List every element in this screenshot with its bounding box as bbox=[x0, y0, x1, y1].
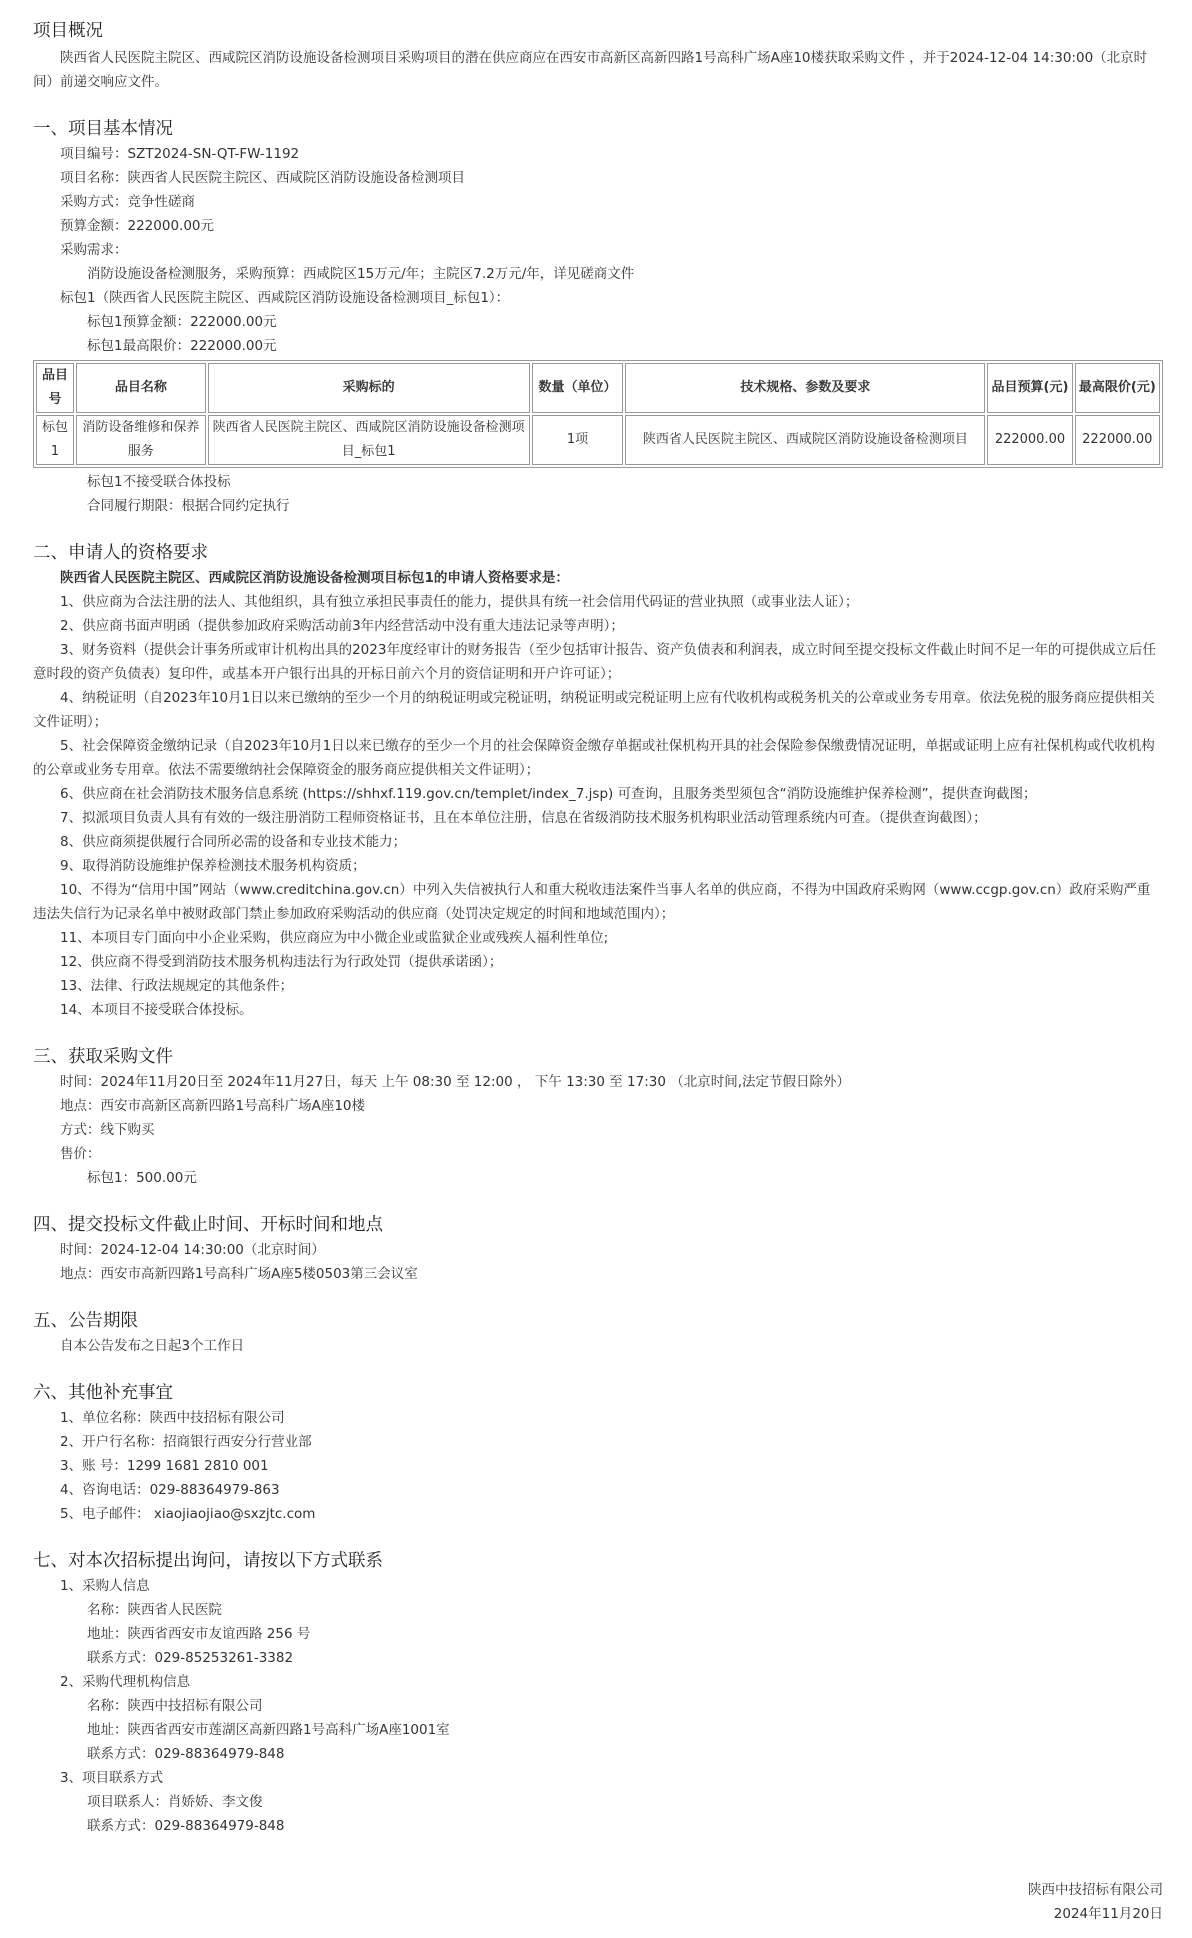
section-contact bbox=[33, 1548, 1163, 1838]
section-title: 四、提交投标文件截止时间、开标时间和地点 bbox=[33, 1215, 383, 1235]
email: 5、电子邮件： xiaojiaojiao@sxzjtc.com bbox=[60, 1506, 316, 1522]
buyer-name: 名称：陕西省人民医院 bbox=[87, 1602, 222, 1618]
table-header: 技术规格、参数及要求 bbox=[625, 363, 985, 413]
procurement-need: 消防设施设备检测服务，采购预算：西咸院区15万元/年；主院区7.2万元/年，详见磋商文件 bbox=[87, 266, 635, 282]
qualification-item: 1、供应商为合法注册的法人、其他组织，具有独立承担民事责任的能力，提供具有统一社会信用代码证的营业执照（或事业法人证）； bbox=[60, 594, 859, 610]
section-notice-period bbox=[33, 1308, 1163, 1358]
agency-info-head: 2、采购代理机构信息 bbox=[60, 1674, 191, 1690]
obtain-method: 方式：线下购买 bbox=[60, 1122, 155, 1138]
account-number: 3、账 号：1299 1681 2810 001 bbox=[60, 1458, 269, 1474]
lot-title: 标包1（陕西省人民医院主院区、西咸院区消防设施设备检测项目_标包1）： bbox=[60, 290, 510, 306]
qualification-item: 12、供应商不得受到消防技术服务机构违法行为行政处罚（提供承诺函）； bbox=[60, 954, 503, 970]
deadline-time: 时间：2024-12-04 14:30:00（北京时间） bbox=[60, 1242, 325, 1258]
table-header: 品目预算(元) bbox=[987, 363, 1072, 413]
buyer-address: 地址：陕西省西安市友谊西路 256 号 bbox=[87, 1626, 311, 1642]
project-contact-phone: 联系方式：029-88364979-848 bbox=[87, 1818, 285, 1834]
qualification-item: 7、拟派项目负责人具有有效的一级注册消防工程师资格证书，且在本单位注册，信息在省级消防技术服务机构职业活动管理系统内可查。（提供查询截图）； bbox=[60, 810, 987, 826]
table-header: 品目名称 bbox=[76, 363, 206, 413]
qualification-item: 10、不得为“信用中国”网站（www.creditchina.gov.cn）中列入失信被执行人和重大税收违法案件当事人名单的供应商，不得为中国政府采购网（www.ccgp.gov.cn）政府采购严重违法失信行为记录名单中被财政部门禁止参加政府采购活动的供应商（处罚决定规定的时间和地域范围内）； bbox=[33, 882, 1151, 922]
agency-phone: 联系方式：029-88364979-848 bbox=[87, 1746, 285, 1762]
obtain-location: 地点：西安市高新区高新四路1号高科广场A座10楼 bbox=[60, 1098, 366, 1114]
project-contact-person: 项目联系人：肖娇娇、李文俊 bbox=[87, 1794, 263, 1810]
lot-table bbox=[33, 360, 1163, 468]
consult-phone: 4、咨询电话：029-88364979-863 bbox=[60, 1482, 280, 1498]
section-title: 一、项目基本情况 bbox=[33, 119, 173, 139]
lot-budget: 标包1预算金额：222000.00元 bbox=[87, 314, 277, 330]
table-header: 最高限价(元) bbox=[1075, 363, 1160, 413]
project-number: 项目编号：SZT2024-SN-QT-FW-1192 bbox=[60, 146, 300, 162]
qualification-item: 11、本项目专门面向中小企业采购，供应商应为中小微企业或监狱企业或残疾人福利性单位; bbox=[60, 930, 609, 946]
section-title: 五、公告期限 bbox=[33, 1311, 138, 1331]
qualification-item: 2、供应商书面声明函（提供参加政府采购活动前3年内经营活动中没有重大违法记录等声明）； bbox=[60, 618, 624, 634]
section-title: 六、其他补充事宜 bbox=[33, 1383, 173, 1403]
company-name: 1、单位名称：陕西中技招标有限公司 bbox=[60, 1410, 285, 1426]
table-header-row bbox=[36, 363, 1160, 413]
agency-name: 名称：陕西中技招标有限公司 bbox=[87, 1698, 263, 1714]
qualification-item: 9、取得消防设施维护保养检测技术服务机构资质； bbox=[60, 858, 366, 874]
qualification-item: 8、供应商须提供履行合同所必需的设备和专业技术能力； bbox=[60, 834, 407, 850]
lot-price: 标包1：500.00元 bbox=[87, 1170, 197, 1186]
buyer-phone: 联系方式：029-85253261-3382 bbox=[87, 1650, 294, 1666]
overview-title: 项目概况 bbox=[33, 21, 103, 41]
overview-section bbox=[33, 18, 1163, 94]
table-row bbox=[36, 415, 1160, 465]
project-contact-head: 3、项目联系方式 bbox=[60, 1770, 164, 1786]
section-qualifications bbox=[33, 540, 1163, 1022]
qualification-item: 5、社会保障资金缴纳记录（自2023年10月1日以来已缴存的至少一个月的社会保障资金缴存单据或社保机构开具的社会保险参保缴费情况证明，单据或证明上应有社保机构或代收机构的公章或业务专用章。依法不需要缴纳社会保障资金的服务商应提供相关文件证明）； bbox=[33, 738, 1155, 778]
table-header: 数量（单位） bbox=[532, 363, 624, 413]
procurement-method: 采购方式：竞争性磋商 bbox=[60, 194, 195, 210]
bank-name: 2、开户行名称：招商银行西安分行营业部 bbox=[60, 1434, 312, 1450]
procurement-need-label: 采购需求： bbox=[60, 242, 128, 258]
project-name: 项目名称：陕西省人民医院主院区、西咸院区消防设施设备检测项目 bbox=[60, 170, 465, 186]
signature-company: 陕西中技招标有限公司 bbox=[1028, 1882, 1163, 1898]
section-other bbox=[33, 1380, 1163, 1526]
table-cell: 1项 bbox=[532, 415, 624, 465]
notice-period: 自本公告发布之日起3个工作日 bbox=[60, 1338, 245, 1354]
table-header: 品目号 bbox=[36, 363, 74, 413]
table-cell: 222000.00 bbox=[1075, 415, 1160, 465]
section-basic-info bbox=[33, 116, 1163, 518]
qualification-item: 14、本项目不接受联合体投标。 bbox=[60, 1002, 253, 1018]
section-title: 七、对本次招标提出询问，请按以下方式联系 bbox=[33, 1551, 383, 1571]
obtain-time: 时间：2024年11月20日至 2024年11月27日，每天 上午 08:30 至 12:00 ， 下午 13:30 至 17:30 （北京时间,法定节假日除外） bbox=[60, 1074, 851, 1090]
section-title: 三、获取采购文件 bbox=[33, 1047, 173, 1067]
announcement bbox=[33, 18, 1163, 1838]
contract-period: 合同履行期限：根据合同约定执行 bbox=[87, 498, 290, 514]
table-cell: 标包1 bbox=[36, 415, 74, 465]
overview-text: 陕西省人民医院主院区、西咸院区消防设施设备检测项目采购项目的潜在供应商应在西安市高新区高新四路1号高科广场A座10楼获取采购文件 ，并于2024-12-04 14:30:00（北京时间）前递交响应文件。 bbox=[33, 50, 1148, 90]
lot-max-price: 标包1最高限价：222000.00元 bbox=[87, 338, 277, 354]
table-cell: 陕西省人民医院主院区、西咸院区消防设施设备检测项目_标包1 bbox=[208, 415, 530, 465]
buyer-info-head: 1、采购人信息 bbox=[60, 1578, 150, 1594]
section-title: 二、申请人的资格要求 bbox=[33, 543, 208, 563]
qualification-lead: 陕西省人民医院主院区、西咸院区消防设施设备检测项目标包1的申请人资格要求是： bbox=[60, 570, 569, 586]
table-cell: 陕西省人民医院主院区、西咸院区消防设施设备检测项目 bbox=[625, 415, 985, 465]
table-cell: 222000.00 bbox=[987, 415, 1072, 465]
table-cell: 消防设备维修和保养服务 bbox=[76, 415, 206, 465]
qualification-item: 4、纳税证明（自2023年10月1日以来已缴纳的至少一个月的纳税证明或完税证明，纳税证明或完税证明上应有代收机构或税务机关的公章或业务专用章。依法免税的服务商应提供相关文件证明）； bbox=[33, 690, 1155, 730]
deadline-location: 地点：西安市高新四路1号高科广场A座5楼0503第三会议室 bbox=[60, 1266, 418, 1282]
qualification-item: 13、法律、行政法规规定的其他条件； bbox=[60, 978, 294, 994]
qualification-item: 6、供应商在社会消防技术服务信息系统 (https://shhxf.119.gov.cn/templet/index_7.jsp) 可查询，且服务类型须包含“消防设施维护保养检测”，提供查询截图； bbox=[60, 786, 1037, 802]
lot-consortium-note: 标包1不接受联合体投标 bbox=[87, 474, 231, 490]
table-header: 采购标的 bbox=[208, 363, 530, 413]
section-deadline bbox=[33, 1212, 1163, 1286]
price-label: 售价： bbox=[60, 1146, 101, 1162]
signature-date: 2024年11月20日 bbox=[1053, 1906, 1163, 1922]
section-obtain-documents bbox=[33, 1044, 1163, 1190]
agency-address: 地址：陕西省西安市莲湖区高新四路1号高科广场A座1001室 bbox=[87, 1722, 450, 1738]
budget-amount: 预算金额：222000.00元 bbox=[60, 218, 215, 234]
qualification-item: 3、财务资料（提供会计事务所或审计机构出具的2023年度经审计的财务报告（至少包括审计报告、资产负债表和利润表，成立时间至提交投标文件截止时间不足一年的可提供成立后任意时段的资产负债表）复印件，或基本开户银行出具的开标日前六个月的资信证明和开户许可证）； bbox=[33, 642, 1156, 682]
